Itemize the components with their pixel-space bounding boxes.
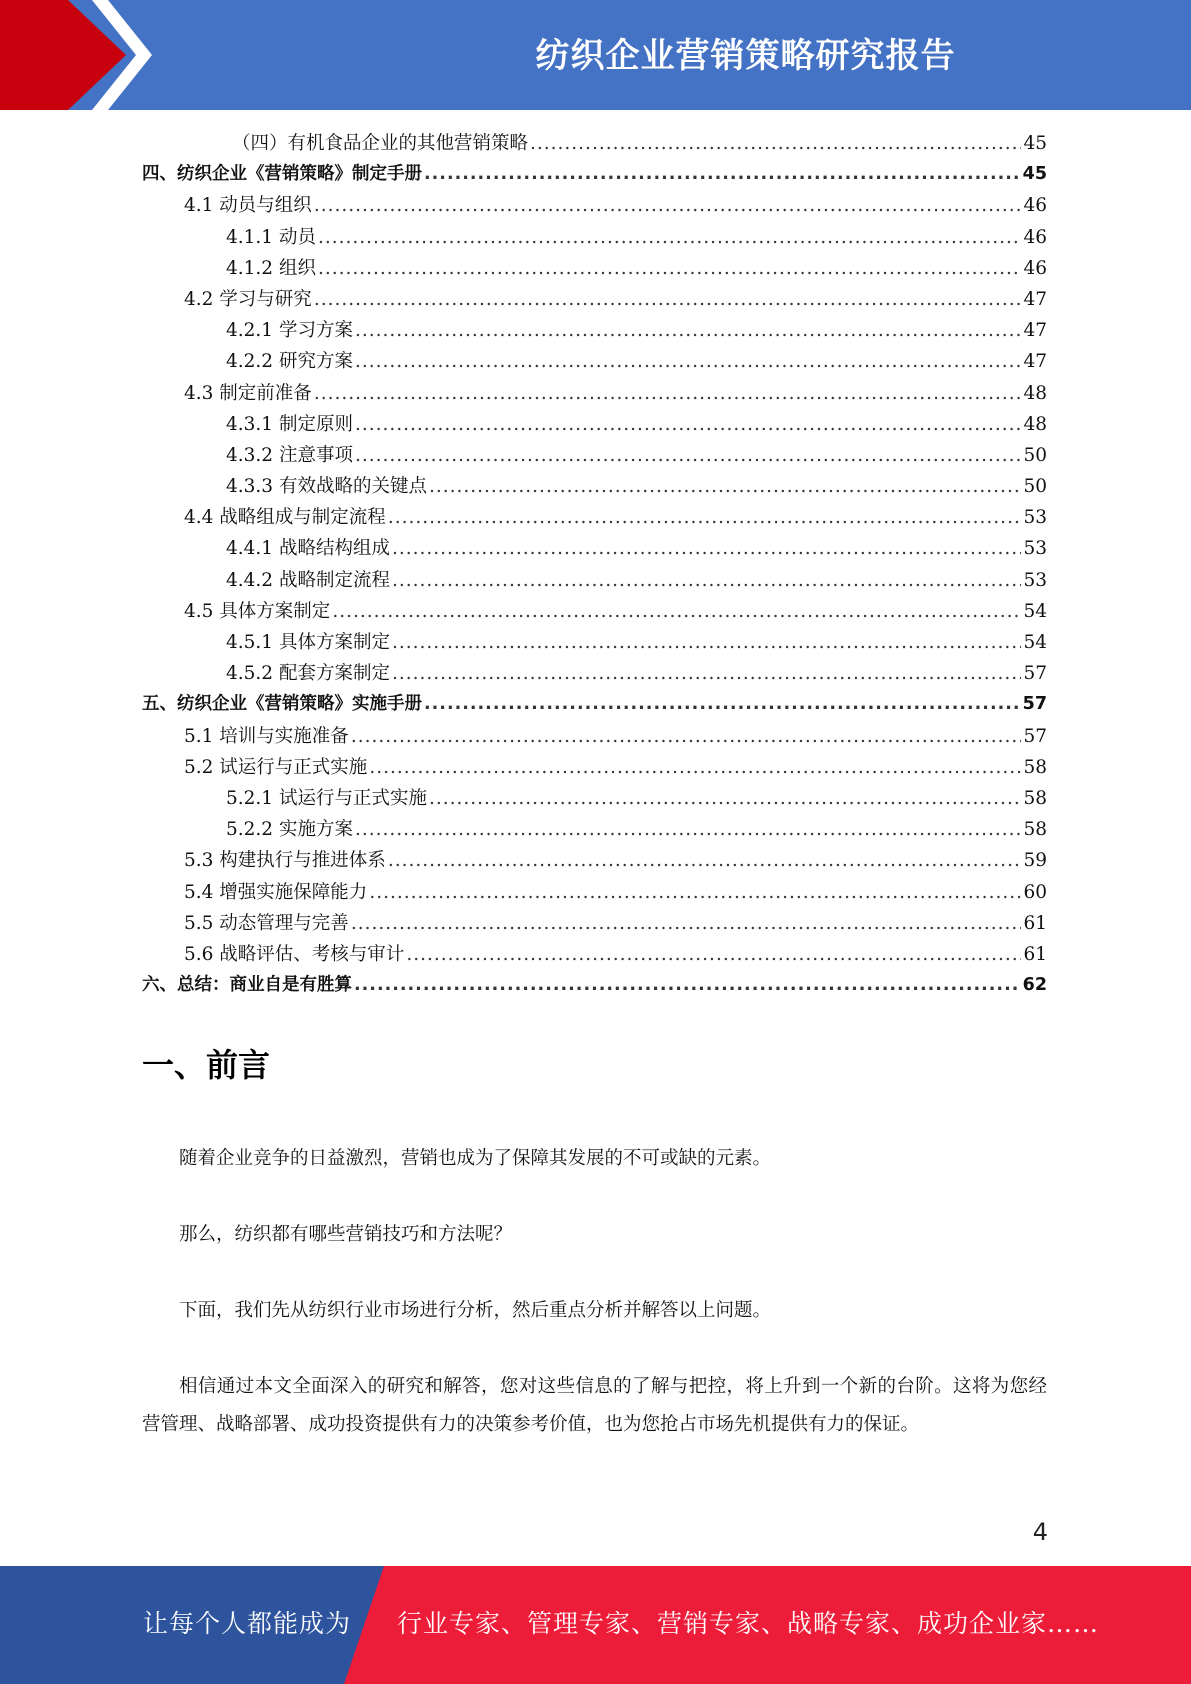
toc-entry-page: 47 <box>1023 351 1047 373</box>
toc-dot-leader <box>369 877 1021 908</box>
toc-dot-leader <box>355 315 1022 346</box>
toc-entry-label: 4.3.2 注意事项 <box>226 444 353 466</box>
toc-entry-label: 五、纺织企业《营销策略》实施手册 <box>142 694 422 715</box>
toc-dot-leader <box>318 222 1022 253</box>
toc-entry-page: 57 <box>1023 725 1047 747</box>
toc-dot-leader <box>354 970 1021 1001</box>
toc-dot-leader <box>392 627 1021 658</box>
toc-entry-page: 45 <box>1023 133 1047 154</box>
toc-entry[interactable] <box>142 908 1047 939</box>
paragraph-4: 相信通过本文全面深入的研究和解答，您对这些信息的了解与把控，将上升到一个新的台阶。这将为您经营管理、战略部署、成功投资提供有力的决策参考价值，也为您抢占市场先机提供有力的保证。 <box>142 1376 1047 1435</box>
toc-entry-page: 47 <box>1023 288 1047 310</box>
toc-entry[interactable] <box>142 502 1047 533</box>
toc-entry-label: 5.5 动态管理与完善 <box>184 912 349 934</box>
toc-entry-page: 50 <box>1023 476 1047 498</box>
toc-dot-leader <box>355 409 1022 440</box>
toc-dot-leader <box>392 565 1021 596</box>
toc-dot-leader <box>424 689 1021 720</box>
toc-entry-label: 六、总结：商业自是有胜算 <box>142 975 352 996</box>
toc-dot-leader <box>388 502 1022 533</box>
toc-entry-label: 4.3 制定前准备 <box>184 382 312 404</box>
toc-entry[interactable] <box>142 159 1047 190</box>
toc-entry-page: 61 <box>1023 943 1047 965</box>
toc-entry-page: 46 <box>1023 257 1047 279</box>
toc-entry-label: （四）有机食品企业的其他营销策略 <box>232 133 529 154</box>
toc-entry-page: 48 <box>1023 382 1047 404</box>
toc-entry-page: 45 <box>1022 164 1047 185</box>
toc-dot-leader <box>530 128 1021 159</box>
toc-entry-label: 4.5.1 具体方案制定 <box>226 632 390 653</box>
toc-entry-page: 54 <box>1023 600 1047 622</box>
paragraph-3: 下面，我们先从纺织行业市场进行分析，然后重点分析并解答以上问题。 <box>179 1300 772 1321</box>
toc-entry[interactable] <box>142 471 1047 502</box>
toc-entry-label: 4.4 战略组成与制定流程 <box>184 507 386 529</box>
toc-entry-page: 46 <box>1023 226 1047 248</box>
toc-dot-leader <box>314 284 1022 315</box>
toc-entry-page: 58 <box>1023 819 1047 841</box>
toc-entry[interactable] <box>142 190 1047 221</box>
toc-dot-leader <box>406 939 1021 970</box>
toc-entry-label: 5.3 构建执行与推进体系 <box>184 850 386 872</box>
toc-dot-leader <box>351 908 1022 939</box>
toc-dot-leader <box>429 471 1021 502</box>
toc-entry-page: 46 <box>1023 195 1047 217</box>
toc-dot-leader <box>369 752 1021 783</box>
toc-entry-page: 53 <box>1023 538 1047 560</box>
toc-entry-label: 4.3.3 有效战略的关键点 <box>226 476 427 498</box>
toc-entry[interactable] <box>142 565 1047 596</box>
toc-entry-page: 48 <box>1023 413 1047 435</box>
toc-entry[interactable] <box>142 315 1047 346</box>
toc-entry-label: 4.3.1 制定原则 <box>226 413 353 435</box>
toc-entry[interactable] <box>142 877 1047 908</box>
paragraph-1: 随着企业竞争的日益激烈，营销也成为了保障其发展的不可或缺的元素。 <box>179 1148 772 1169</box>
toc-entry[interactable] <box>142 378 1047 409</box>
toc-entry-page: 50 <box>1023 444 1047 466</box>
toc-entry-label: 4.2.1 学习方案 <box>226 320 353 342</box>
toc-entry-label: 5.4 增强实施保障能力 <box>184 881 368 903</box>
toc-dot-leader <box>332 596 1021 627</box>
toc-dot-leader <box>318 253 1022 284</box>
toc-entry[interactable] <box>142 783 1047 814</box>
toc-entry[interactable] <box>142 721 1047 752</box>
toc-dot-leader <box>392 533 1021 564</box>
toc-entry-label: 5.2.1 试运行与正式实施 <box>226 787 427 809</box>
toc-entry[interactable] <box>142 689 1047 720</box>
toc-entry-label: 4.1 动员与组织 <box>184 195 312 217</box>
toc-entry[interactable] <box>142 658 1047 689</box>
toc-entry-page: 61 <box>1023 912 1047 934</box>
toc-dot-leader <box>314 378 1022 409</box>
toc-entry-label: 5.2.2 实施方案 <box>226 819 353 841</box>
toc-entry-label: 5.2 试运行与正式实施 <box>184 756 368 778</box>
toc-entry-page: 53 <box>1023 507 1047 529</box>
page-number: 4 <box>1032 1518 1048 1546</box>
toc-entry[interactable] <box>142 440 1047 471</box>
paragraph-2: 那么，纺织都有哪些营销技巧和方法呢？ <box>179 1224 513 1245</box>
footer-slogan-left: 让每个人都能成为 <box>143 1609 352 1638</box>
toc-entry-label: 4.2.2 研究方案 <box>226 351 353 373</box>
toc-dot-leader <box>355 346 1022 377</box>
table-of-contents <box>142 128 1047 1001</box>
toc-entry-label: 4.1.2 组织 <box>226 257 316 279</box>
toc-dot-leader <box>314 190 1022 221</box>
toc-entry-label: 4.4.2 战略制定流程 <box>226 569 390 591</box>
toc-entry[interactable] <box>142 128 1047 159</box>
toc-entry-page: 62 <box>1022 975 1047 996</box>
toc-entry-page: 47 <box>1023 320 1047 342</box>
toc-entry[interactable] <box>142 939 1047 970</box>
page-footer <box>0 1566 1191 1684</box>
toc-entry-label: 4.5 具体方案制定 <box>184 600 331 622</box>
toc-entry[interactable] <box>142 222 1047 253</box>
toc-entry[interactable] <box>142 814 1047 845</box>
footer-slogan-right: 行业专家、管理专家、营销专家、战略专家、成功企业家…… <box>397 1609 1100 1638</box>
toc-entry[interactable] <box>142 627 1047 658</box>
toc-entry[interactable] <box>142 409 1047 440</box>
toc-dot-leader <box>392 658 1021 689</box>
toc-entry[interactable] <box>142 346 1047 377</box>
toc-entry[interactable] <box>142 970 1047 1001</box>
toc-entry-page: 58 <box>1023 756 1047 778</box>
toc-entry-page: 53 <box>1023 569 1047 591</box>
toc-entry-page: 57 <box>1023 663 1047 685</box>
toc-entry[interactable] <box>142 596 1047 627</box>
toc-entry-page: 57 <box>1022 694 1047 715</box>
toc-dot-leader <box>429 783 1021 814</box>
toc-entry[interactable] <box>142 253 1047 284</box>
toc-entry-page: 59 <box>1023 850 1047 872</box>
toc-dot-leader <box>355 440 1022 471</box>
toc-entry-label: 4.5.2 配套方案制定 <box>226 663 390 685</box>
toc-dot-leader <box>351 721 1022 752</box>
toc-entry-label: 4.4.1 战略结构组成 <box>226 538 390 560</box>
toc-entry-page: 60 <box>1023 881 1047 903</box>
toc-entry-label: 5.1 培训与实施准备 <box>184 725 349 747</box>
toc-dot-leader <box>424 159 1021 190</box>
toc-entry[interactable] <box>142 533 1047 564</box>
document-title: 纺织企业营销策略研究报告 <box>535 36 956 76</box>
toc-entry[interactable] <box>142 845 1047 876</box>
toc-entry-label: 四、纺织企业《营销策略》制定手册 <box>142 164 422 185</box>
toc-entry-label: 4.1.1 动员 <box>226 226 316 248</box>
toc-entry[interactable] <box>142 284 1047 315</box>
page-header <box>0 0 1191 110</box>
toc-entry-label: 5.6 战略评估、考核与审计 <box>184 943 405 965</box>
section-heading: 一、前言 <box>142 1046 271 1084</box>
toc-entry-page: 54 <box>1023 632 1047 653</box>
toc-entry[interactable] <box>142 752 1047 783</box>
toc-dot-leader <box>355 814 1022 845</box>
toc-dot-leader <box>388 845 1022 876</box>
toc-entry-label: 4.2 学习与研究 <box>184 288 312 310</box>
toc-entry-page: 58 <box>1023 787 1047 809</box>
